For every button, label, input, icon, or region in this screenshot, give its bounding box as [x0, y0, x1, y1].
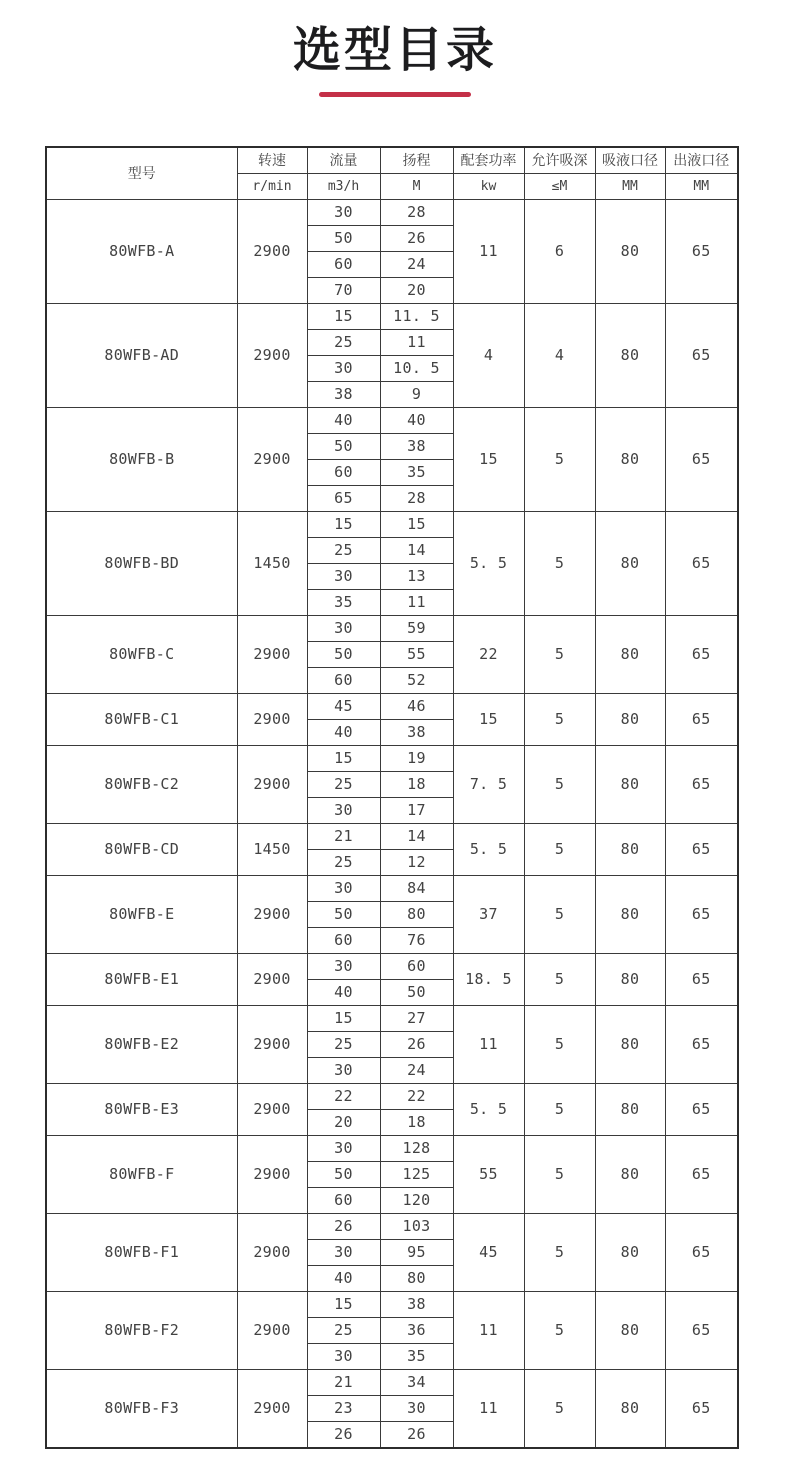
flow-cell: 25 [307, 849, 380, 875]
flow-cell: 15 [307, 303, 380, 329]
model-group-row [46, 407, 738, 433]
head-cell: 128 [380, 1135, 453, 1161]
table-header [46, 147, 738, 200]
outlet-diameter-cell: 65 [665, 823, 738, 875]
power-cell: 11 [453, 1291, 524, 1369]
flow-cell: 60 [307, 251, 380, 277]
speed-cell: 2900 [237, 407, 307, 511]
speed-cell: 2900 [237, 745, 307, 823]
head-cell: 55 [380, 641, 453, 667]
inlet-diameter-cell: 80 [595, 823, 665, 875]
power-cell: 7. 5 [453, 745, 524, 823]
power-cell: 4 [453, 303, 524, 407]
head-cell: 84 [380, 875, 453, 901]
suction-cell: 5 [524, 953, 595, 1005]
flow-cell: 21 [307, 823, 380, 849]
head-cell: 14 [380, 537, 453, 563]
flow-cell: 60 [307, 927, 380, 953]
suction-cell: 6 [524, 199, 595, 303]
outlet-diameter-cell: 65 [665, 1083, 738, 1135]
speed-cell: 2900 [237, 303, 307, 407]
flow-cell: 45 [307, 693, 380, 719]
suction-cell: 5 [524, 1005, 595, 1083]
head-cell: 103 [380, 1213, 453, 1239]
model-group-row [46, 823, 738, 849]
flow-cell: 21 [307, 1369, 380, 1395]
flow-cell: 50 [307, 641, 380, 667]
outlet-diameter-cell: 65 [665, 199, 738, 303]
suction-cell: 5 [524, 1369, 595, 1448]
head-cell: 76 [380, 927, 453, 953]
model-cell: 80WFB-E3 [46, 1083, 237, 1135]
outlet-diameter-cell: 65 [665, 1135, 738, 1213]
head-cell: 18 [380, 771, 453, 797]
suction-cell: 5 [524, 615, 595, 693]
suction-cell: 5 [524, 1213, 595, 1291]
model-group-row [46, 1213, 738, 1239]
outlet-diameter-cell: 65 [665, 745, 738, 823]
head-cell: 26 [380, 225, 453, 251]
outlet-diameter-cell: 65 [665, 953, 738, 1005]
head-cell: 35 [380, 459, 453, 485]
model-group-row [46, 1291, 738, 1317]
outlet-diameter-cell: 65 [665, 1369, 738, 1448]
speed-cell: 2900 [237, 1213, 307, 1291]
suction-cell: 5 [524, 745, 595, 823]
model-cell: 80WFB-C2 [46, 745, 237, 823]
flow-cell: 30 [307, 1057, 380, 1083]
flow-cell: 30 [307, 953, 380, 979]
model-cell: 80WFB-BD [46, 511, 237, 615]
flow-cell: 30 [307, 1135, 380, 1161]
flow-cell: 30 [307, 875, 380, 901]
head-cell: 36 [380, 1317, 453, 1343]
head-cell: 13 [380, 563, 453, 589]
inlet-diameter-cell: 80 [595, 199, 665, 303]
suction-cell: 5 [524, 407, 595, 511]
head-cell: 52 [380, 667, 453, 693]
flow-cell: 20 [307, 1109, 380, 1135]
flow-cell: 26 [307, 1213, 380, 1239]
outlet-diameter-cell: 65 [665, 511, 738, 615]
power-cell: 5. 5 [453, 511, 524, 615]
speed-cell: 2900 [237, 875, 307, 953]
inlet-diameter-cell: 80 [595, 875, 665, 953]
model-group-row [46, 693, 738, 719]
head-cell: 38 [380, 1291, 453, 1317]
head-cell: 26 [380, 1421, 453, 1448]
flow-cell: 60 [307, 459, 380, 485]
outlet-diameter-cell: 65 [665, 1005, 738, 1083]
flow-cell: 35 [307, 589, 380, 615]
power-cell: 55 [453, 1135, 524, 1213]
model-group-row [46, 875, 738, 901]
inlet-diameter-cell: 80 [595, 1083, 665, 1135]
inlet-diameter-cell: 80 [595, 1291, 665, 1369]
flow-cell: 25 [307, 1031, 380, 1057]
model-group-row [46, 303, 738, 329]
flow-cell: 50 [307, 1161, 380, 1187]
outlet-diameter-cell: 65 [665, 1291, 738, 1369]
outlet-diameter-cell: 65 [665, 615, 738, 693]
flow-cell: 30 [307, 563, 380, 589]
flow-cell: 15 [307, 1005, 380, 1031]
model-cell: 80WFB-E2 [46, 1005, 237, 1083]
head-cell: 35 [380, 1343, 453, 1369]
inlet-diameter-cell: 80 [595, 693, 665, 745]
inlet-diameter-cell: 80 [595, 1135, 665, 1213]
model-group-row [46, 511, 738, 537]
head-cell: 27 [380, 1005, 453, 1031]
power-cell: 5. 5 [453, 1083, 524, 1135]
flow-cell: 26 [307, 1421, 380, 1448]
head-cell: 18 [380, 1109, 453, 1135]
flow-cell: 50 [307, 901, 380, 927]
head-cell: 15 [380, 511, 453, 537]
suction-cell: 5 [524, 823, 595, 875]
head-cell: 120 [380, 1187, 453, 1213]
head-cell: 28 [380, 199, 453, 225]
model-cell: 80WFB-CD [46, 823, 237, 875]
flow-cell: 65 [307, 485, 380, 511]
outlet-diameter-cell: 65 [665, 693, 738, 745]
outlet-diameter-cell: 65 [665, 407, 738, 511]
model-cell: 80WFB-C [46, 615, 237, 693]
model-cell: 80WFB-F1 [46, 1213, 237, 1291]
column-unit-cell: MM [665, 173, 738, 199]
power-cell: 5. 5 [453, 823, 524, 875]
inlet-diameter-cell: 80 [595, 1213, 665, 1291]
head-cell: 95 [380, 1239, 453, 1265]
head-cell: 14 [380, 823, 453, 849]
model-cell: 80WFB-F3 [46, 1369, 237, 1448]
column-unit-cell: r/min [237, 173, 307, 199]
model-cell: 80WFB-B [46, 407, 237, 511]
head-cell: 11 [380, 589, 453, 615]
power-cell: 11 [453, 1005, 524, 1083]
suction-cell: 5 [524, 693, 595, 745]
head-cell: 46 [380, 693, 453, 719]
flow-cell: 40 [307, 1265, 380, 1291]
model-header-cell: 型号 [46, 147, 237, 200]
column-header-cell: 扬程 [380, 147, 453, 174]
model-cell: 80WFB-E1 [46, 953, 237, 1005]
flow-cell: 30 [307, 1239, 380, 1265]
catalog-page [0, 22, 790, 1461]
column-unit-cell: M [380, 173, 453, 199]
column-header-cell: 允许吸深 [524, 147, 595, 174]
flow-cell: 60 [307, 667, 380, 693]
column-unit-cell: kw [453, 173, 524, 199]
head-cell: 60 [380, 953, 453, 979]
speed-cell: 1450 [237, 823, 307, 875]
model-group-row [46, 1135, 738, 1161]
flow-cell: 15 [307, 745, 380, 771]
page-title: 选型目录 [292, 22, 497, 78]
model-cell: 80WFB-C1 [46, 693, 237, 745]
model-cell: 80WFB-F [46, 1135, 237, 1213]
outlet-diameter-cell: 65 [665, 875, 738, 953]
model-group-row [46, 953, 738, 979]
column-unit-cell: MM [595, 173, 665, 199]
power-cell: 11 [453, 199, 524, 303]
speed-cell: 2900 [237, 953, 307, 1005]
head-cell: 12 [380, 849, 453, 875]
model-group-row [46, 1005, 738, 1031]
power-cell: 11 [453, 1369, 524, 1448]
head-cell: 30 [380, 1395, 453, 1421]
inlet-diameter-cell: 80 [595, 615, 665, 693]
flow-cell: 23 [307, 1395, 380, 1421]
inlet-diameter-cell: 80 [595, 511, 665, 615]
flow-cell: 30 [307, 1343, 380, 1369]
suction-cell: 5 [524, 1135, 595, 1213]
head-cell: 22 [380, 1083, 453, 1109]
suction-cell: 5 [524, 511, 595, 615]
flow-cell: 30 [307, 199, 380, 225]
column-unit-cell: m3/h [307, 173, 380, 199]
inlet-diameter-cell: 80 [595, 745, 665, 823]
inlet-diameter-cell: 80 [595, 1005, 665, 1083]
head-cell: 38 [380, 433, 453, 459]
flow-cell: 25 [307, 1317, 380, 1343]
power-cell: 37 [453, 875, 524, 953]
inlet-diameter-cell: 80 [595, 1369, 665, 1448]
model-cell: 80WFB-A [46, 199, 237, 303]
outlet-diameter-cell: 65 [665, 1213, 738, 1291]
flow-cell: 22 [307, 1083, 380, 1109]
flow-cell: 40 [307, 407, 380, 433]
inlet-diameter-cell: 80 [595, 407, 665, 511]
flow-cell: 30 [307, 355, 380, 381]
head-cell: 24 [380, 1057, 453, 1083]
head-cell: 11 [380, 329, 453, 355]
speed-cell: 2900 [237, 693, 307, 745]
selection-table [45, 146, 739, 1449]
column-header-cell: 流量 [307, 147, 380, 174]
head-cell: 50 [380, 979, 453, 1005]
inlet-diameter-cell: 80 [595, 953, 665, 1005]
power-cell: 18. 5 [453, 953, 524, 1005]
speed-cell: 2900 [237, 199, 307, 303]
head-cell: 28 [380, 485, 453, 511]
suction-cell: 5 [524, 1291, 595, 1369]
flow-cell: 50 [307, 433, 380, 459]
head-cell: 19 [380, 745, 453, 771]
flow-cell: 25 [307, 329, 380, 355]
model-cell: 80WFB-F2 [46, 1291, 237, 1369]
head-cell: 80 [380, 901, 453, 927]
column-header-cell: 转速 [237, 147, 307, 174]
flow-cell: 60 [307, 1187, 380, 1213]
head-cell: 11. 5 [380, 303, 453, 329]
head-cell: 59 [380, 615, 453, 641]
power-cell: 45 [453, 1213, 524, 1291]
speed-cell: 1450 [237, 511, 307, 615]
flow-cell: 30 [307, 615, 380, 641]
head-cell: 80 [380, 1265, 453, 1291]
speed-cell: 2900 [237, 615, 307, 693]
inlet-diameter-cell: 80 [595, 303, 665, 407]
flow-cell: 38 [307, 381, 380, 407]
column-header-cell: 出液口径 [665, 147, 738, 174]
head-cell: 17 [380, 797, 453, 823]
speed-cell: 2900 [237, 1005, 307, 1083]
model-cell: 80WFB-E [46, 875, 237, 953]
model-group-row [46, 745, 738, 771]
flow-cell: 25 [307, 771, 380, 797]
flow-cell: 25 [307, 537, 380, 563]
speed-cell: 2900 [237, 1369, 307, 1448]
suction-cell: 5 [524, 1083, 595, 1135]
flow-cell: 50 [307, 225, 380, 251]
head-cell: 34 [380, 1369, 453, 1395]
column-header-cell: 配套功率 [453, 147, 524, 174]
speed-cell: 2900 [237, 1291, 307, 1369]
column-unit-cell: ≤M [524, 173, 595, 199]
flow-cell: 30 [307, 797, 380, 823]
model-group-row [46, 199, 738, 225]
head-cell: 38 [380, 719, 453, 745]
model-cell: 80WFB-AD [46, 303, 237, 407]
table-body [46, 199, 738, 1448]
flow-cell: 15 [307, 1291, 380, 1317]
head-cell: 10. 5 [380, 355, 453, 381]
head-cell: 125 [380, 1161, 453, 1187]
head-cell: 20 [380, 277, 453, 303]
speed-cell: 2900 [237, 1135, 307, 1213]
speed-cell: 2900 [237, 1083, 307, 1135]
flow-cell: 40 [307, 979, 380, 1005]
flow-cell: 15 [307, 511, 380, 537]
head-cell: 24 [380, 251, 453, 277]
power-cell: 15 [453, 693, 524, 745]
head-cell: 26 [380, 1031, 453, 1057]
suction-cell: 5 [524, 875, 595, 953]
outlet-diameter-cell: 65 [665, 303, 738, 407]
head-cell: 9 [380, 381, 453, 407]
model-group-row [46, 1369, 738, 1395]
suction-cell: 4 [524, 303, 595, 407]
flow-cell: 40 [307, 719, 380, 745]
column-header-cell: 吸液口径 [595, 147, 665, 174]
model-group-row [46, 615, 738, 641]
power-cell: 15 [453, 407, 524, 511]
power-cell: 22 [453, 615, 524, 693]
flow-cell: 70 [307, 277, 380, 303]
head-cell: 40 [380, 407, 453, 433]
title-underline [319, 92, 471, 97]
model-group-row [46, 1083, 738, 1109]
